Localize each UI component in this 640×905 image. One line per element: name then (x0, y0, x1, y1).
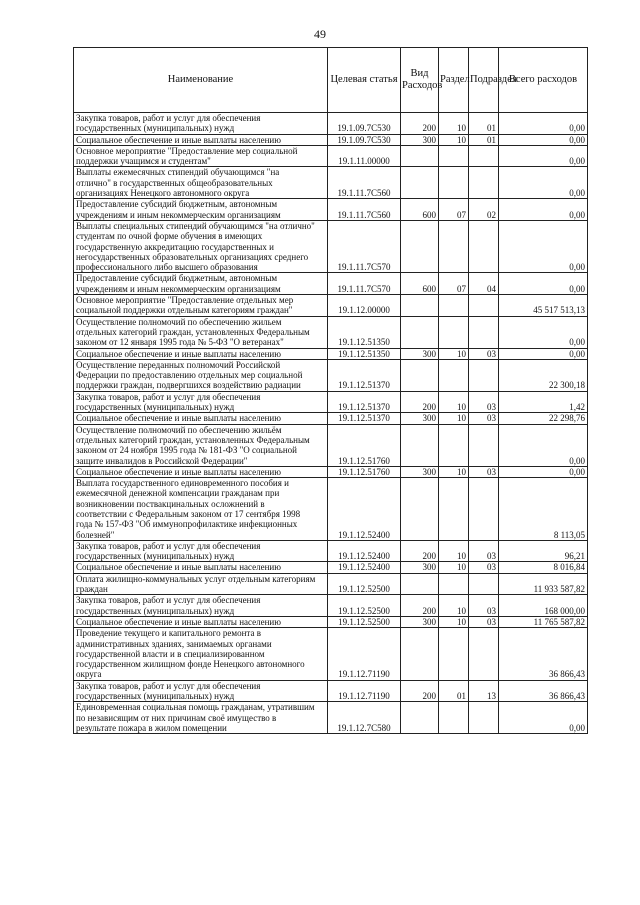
table-row (74, 348, 588, 359)
table-body (74, 113, 588, 734)
row-subsection-cell: 03 (469, 413, 499, 424)
row-target-cell: 19.1.12.71190 (328, 628, 401, 680)
row-section-cell: 10 (439, 413, 469, 424)
table-row (74, 562, 588, 573)
row-total-cell: 45 517 513,13 (499, 295, 588, 317)
row-section-cell (439, 145, 469, 167)
row-subsection-cell: 03 (469, 466, 499, 477)
row-target-cell: 19.1.11.7С570 (328, 273, 401, 295)
row-total-cell: 0,00 (499, 273, 588, 295)
row-section-cell: 10 (439, 595, 469, 617)
row-section-cell: 07 (439, 273, 469, 295)
row-target-cell: 19.1.12.51370 (328, 359, 401, 391)
row-section-cell: 10 (439, 466, 469, 477)
row-name-cell: Предоставление субсидий бюджетным, автономным учреждениям и иным некоммерческим организациям (74, 199, 328, 221)
row-total-cell: 0,00 (499, 199, 588, 221)
row-target-cell: 19.1.11.00000 (328, 145, 401, 167)
row-total-cell: 0,00 (499, 466, 588, 477)
table-row (74, 573, 588, 595)
row-subsection-cell (469, 628, 499, 680)
row-section-cell (439, 478, 469, 541)
row-type-cell: 600 (401, 273, 439, 295)
row-section-cell (439, 573, 469, 595)
row-type-cell: 300 (401, 348, 439, 359)
row-name-cell: Выплаты ежемесячных стипендий обучающимся "на отлично" в государственных общеобразовательных организациях Ненецкого автономного округа (74, 167, 328, 199)
row-subsection-cell (469, 145, 499, 167)
table-row (74, 273, 588, 295)
row-target-cell: 19.1.12.51370 (328, 413, 401, 424)
row-total-cell: 0,00 (499, 220, 588, 272)
row-subsection-cell: 03 (469, 540, 499, 562)
row-section-cell (439, 220, 469, 272)
row-subsection-cell: 03 (469, 391, 499, 413)
row-total-cell: 8 016,84 (499, 562, 588, 573)
row-type-cell (401, 359, 439, 391)
row-total-cell: 0,00 (499, 424, 588, 466)
row-target-cell: 19.1.12.52500 (328, 573, 401, 595)
table-row (74, 595, 588, 617)
row-total-cell: 22 298,76 (499, 413, 588, 424)
row-name-cell: Предоставление субсидий бюджетным, автономным учреждениям и иным некоммерческим организациям (74, 273, 328, 295)
row-type-cell: 200 (401, 391, 439, 413)
row-name-cell: Осуществление полномочий по обеспечению жильем отдельных категорий граждан, установленных Федеральным законом от 12 января 1995 года № 5-ФЗ "О ветеранах" (74, 316, 328, 348)
row-type-cell (401, 220, 439, 272)
row-type-cell: 300 (401, 466, 439, 477)
row-subsection-cell (469, 424, 499, 466)
table-row (74, 295, 588, 317)
header-section: Раздел (439, 48, 469, 113)
table-row (74, 167, 588, 199)
row-type-cell (401, 573, 439, 595)
row-total-cell: 0,00 (499, 702, 588, 734)
row-section-cell: 10 (439, 113, 469, 135)
row-type-cell (401, 295, 439, 317)
row-section-cell: 01 (439, 680, 469, 702)
table-row (74, 220, 588, 272)
header-name: Наименование (74, 48, 328, 113)
row-type-cell: 200 (401, 595, 439, 617)
row-subsection-cell: 03 (469, 616, 499, 627)
row-subsection-cell (469, 220, 499, 272)
row-target-cell: 19.1.09.7С530 (328, 134, 401, 145)
row-target-cell: 19.1.12.51760 (328, 466, 401, 477)
row-total-cell: 168 000,00 (499, 595, 588, 617)
row-name-cell: Единовременная социальная помощь гражданам, утратившим по независящим от них причинам своё имущество в результате пожара в жилом помещении (74, 702, 328, 734)
row-total-cell: 1,42 (499, 391, 588, 413)
row-total-cell: 0,00 (499, 145, 588, 167)
row-name-cell: Оплата жилищно-коммунальных услуг отдельным категориям граждан (74, 573, 328, 595)
table-row (74, 680, 588, 702)
table-row (74, 359, 588, 391)
row-subsection-cell: 01 (469, 134, 499, 145)
table-row (74, 702, 588, 734)
row-subsection-cell (469, 573, 499, 595)
row-section-cell: 10 (439, 134, 469, 145)
table-row (74, 113, 588, 135)
row-section-cell: 10 (439, 540, 469, 562)
row-section-cell (439, 359, 469, 391)
row-type-cell: 300 (401, 616, 439, 627)
row-target-cell: 19.1.12.7С580 (328, 702, 401, 734)
row-type-cell: 200 (401, 680, 439, 702)
row-type-cell (401, 478, 439, 541)
row-subsection-cell: 04 (469, 273, 499, 295)
row-name-cell: Закупка товаров, работ и услуг для обеспечения государственных (муниципальных) нужд (74, 595, 328, 617)
row-subsection-cell: 03 (469, 562, 499, 573)
row-subsection-cell: 13 (469, 680, 499, 702)
row-section-cell: 10 (439, 391, 469, 413)
row-section-cell (439, 702, 469, 734)
page-number: 49 (314, 27, 326, 41)
row-type-cell (401, 145, 439, 167)
table-header-row (74, 48, 588, 113)
row-subsection-cell (469, 702, 499, 734)
table-row (74, 413, 588, 424)
table-row (74, 391, 588, 413)
row-type-cell: 300 (401, 562, 439, 573)
row-type-cell: 200 (401, 540, 439, 562)
row-total-cell: 8 113,05 (499, 478, 588, 541)
row-name-cell: Закупка товаров, работ и услуг для обеспечения государственных (муниципальных) нужд (74, 113, 328, 135)
row-total-cell: 36 866,43 (499, 628, 588, 680)
row-subsection-cell (469, 167, 499, 199)
row-section-cell (439, 424, 469, 466)
row-subsection-cell (469, 295, 499, 317)
row-type-cell: 300 (401, 134, 439, 145)
row-target-cell: 19.1.12.51350 (328, 316, 401, 348)
row-name-cell: Проведение текущего и капитального ремонта в административных зданиях, занимаемых органами государственной власти и в специализированном государственном жилищном фонде Ненецкого автономного округа (74, 628, 328, 680)
row-type-cell (401, 628, 439, 680)
row-target-cell: 19.1.11.7С560 (328, 167, 401, 199)
header-subsection: Подраздел (469, 48, 499, 113)
row-subsection-cell (469, 478, 499, 541)
row-name-cell: Осуществление полномочий по обеспечению жильём отдельных категорий граждан, установленных Федеральным законом от 24 ноября 1995 года № 181-ФЗ "О социальной защите инвалидов в Российской Федерации" (74, 424, 328, 466)
budget-table (73, 47, 588, 734)
row-target-cell: 19.1.12.71190 (328, 680, 401, 702)
row-total-cell: 0,00 (499, 167, 588, 199)
header-total: Всего расходов (499, 48, 588, 113)
row-total-cell: 0,00 (499, 348, 588, 359)
row-total-cell: 22 300,18 (499, 359, 588, 391)
row-subsection-cell: 01 (469, 113, 499, 135)
row-name-cell: Закупка товаров, работ и услуг для обеспечения государственных (муниципальных) нужд (74, 540, 328, 562)
row-target-cell: 19.1.12.52400 (328, 562, 401, 573)
row-target-cell: 19.1.12.51370 (328, 391, 401, 413)
table-row (74, 540, 588, 562)
row-target-cell: 19.1.12.52400 (328, 540, 401, 562)
row-section-cell: 07 (439, 199, 469, 221)
row-subsection-cell: 03 (469, 348, 499, 359)
row-target-cell: 19.1.09.7С530 (328, 113, 401, 135)
table-row (74, 199, 588, 221)
row-total-cell: 11 933 587,82 (499, 573, 588, 595)
row-type-cell: 200 (401, 113, 439, 135)
row-subsection-cell: 02 (469, 199, 499, 221)
row-section-cell: 10 (439, 348, 469, 359)
row-name-cell: Социальное обеспечение и иные выплаты населению (74, 348, 328, 359)
table-row (74, 145, 588, 167)
row-section-cell: 10 (439, 562, 469, 573)
row-section-cell (439, 167, 469, 199)
row-name-cell: Выплаты специальных стипендий обучающимся "на отлично" студентам по очной форме обучения в имеющих государственную аккредитацию государственных и негосударственных образовательных организациях среднего профессионального либо высшего образования (74, 220, 328, 272)
row-subsection-cell: 03 (469, 595, 499, 617)
row-target-cell: 19.1.12.52500 (328, 616, 401, 627)
row-type-cell (401, 316, 439, 348)
row-target-cell: 19.1.11.7С570 (328, 220, 401, 272)
table-row (74, 628, 588, 680)
row-name-cell: Основное мероприятие "Предоставление мер социальной поддержки учащимся и студентам" (74, 145, 328, 167)
row-section-cell (439, 295, 469, 317)
table-row (74, 466, 588, 477)
row-total-cell: 11 765 587,82 (499, 616, 588, 627)
row-name-cell: Выплата государственного единовременного пособия и ежемесячной денежной компенсации гражданам при возникновении поствакцинальных осложнений в соответствии с Федеральным законом от 17 сентября 1998 года № 157-ФЗ "Об иммунопрофилактике инфекционных болезней" (74, 478, 328, 541)
row-target-cell: 19.1.12.51760 (328, 424, 401, 466)
header-type: Вид Расходов (401, 48, 439, 113)
row-type-cell: 600 (401, 199, 439, 221)
row-total-cell: 0,00 (499, 113, 588, 135)
header-target: Целевая статья (328, 48, 401, 113)
row-subsection-cell (469, 316, 499, 348)
row-name-cell: Социальное обеспечение и иные выплаты населению (74, 413, 328, 424)
row-total-cell: 0,00 (499, 316, 588, 348)
row-target-cell: 19.1.12.52400 (328, 478, 401, 541)
row-target-cell: 19.1.12.51350 (328, 348, 401, 359)
row-type-cell: 300 (401, 413, 439, 424)
row-name-cell: Социальное обеспечение и иные выплаты населению (74, 562, 328, 573)
row-type-cell (401, 702, 439, 734)
row-section-cell (439, 316, 469, 348)
row-type-cell (401, 167, 439, 199)
row-target-cell: 19.1.12.52500 (328, 595, 401, 617)
row-total-cell: 36 866,43 (499, 680, 588, 702)
row-subsection-cell (469, 359, 499, 391)
row-name-cell: Осуществление переданных полномочий Российской Федерации по предоставлению отдельных мер социальной поддержки граждан, подвергшихся воздействию радиации (74, 359, 328, 391)
table-row (74, 316, 588, 348)
row-name-cell: Закупка товаров, работ и услуг для обеспечения государственных (муниципальных) нужд (74, 680, 328, 702)
table-row (74, 424, 588, 466)
table-row (74, 134, 588, 145)
row-section-cell: 10 (439, 616, 469, 627)
row-name-cell: Социальное обеспечение и иные выплаты населению (74, 616, 328, 627)
row-section-cell (439, 628, 469, 680)
row-name-cell: Социальное обеспечение и иные выплаты населению (74, 466, 328, 477)
row-name-cell: Социальное обеспечение и иные выплаты населению (74, 134, 328, 145)
table-row (74, 616, 588, 627)
row-total-cell: 0,00 (499, 134, 588, 145)
row-name-cell: Основное мероприятие "Предоставление отдельных мер социальной поддержки отдельным категориям граждан" (74, 295, 328, 317)
table-row (74, 478, 588, 541)
row-type-cell (401, 424, 439, 466)
row-target-cell: 19.1.11.7С560 (328, 199, 401, 221)
row-total-cell: 96,21 (499, 540, 588, 562)
row-name-cell: Закупка товаров, работ и услуг для обеспечения государственных (муниципальных) нужд (74, 391, 328, 413)
row-target-cell: 19.1.12.00000 (328, 295, 401, 317)
